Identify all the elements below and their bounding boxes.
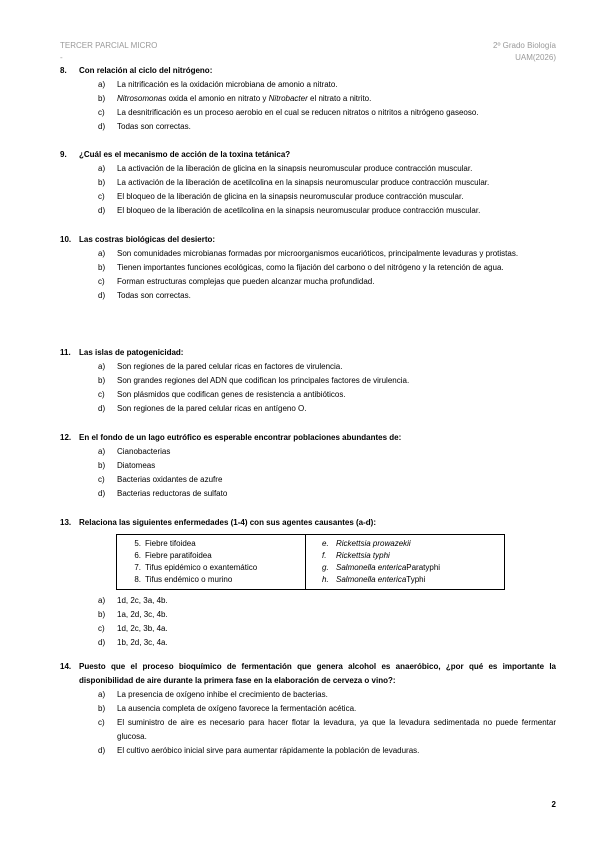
agent-letter: e. (322, 539, 329, 548)
agent-species: Salmonella enterica (336, 563, 407, 572)
option-d (98, 636, 556, 650)
question-number: 14. (60, 662, 72, 671)
question-stem: Con relación al ciclo del nitrógeno: (79, 66, 213, 75)
option-letter: a) (98, 596, 106, 605)
question-14 (60, 660, 556, 758)
disease-row (123, 538, 299, 550)
option-c (98, 275, 556, 289)
matching-table (116, 534, 505, 590)
option-a (98, 594, 556, 608)
option-letter: d) (98, 638, 106, 647)
option-text: La desnitrificación es un proceso aerobio en el cual se reducen nitratos o nitritos a nitrógeno gaseoso. (117, 108, 479, 117)
disease-row (123, 574, 299, 586)
disease-number: 7. (134, 563, 141, 572)
agents-column (306, 535, 505, 590)
option-letter: c) (98, 108, 105, 117)
option-c (98, 106, 556, 120)
option-letter: d) (98, 489, 106, 498)
agent-row (322, 538, 498, 550)
options-list (98, 360, 556, 416)
genus-name: Nitrosomonas (117, 94, 167, 103)
option-b (98, 92, 556, 106)
option-text: El bloqueo de la liberación de acetilcolina en la sinapsis neuromuscular produce contracción muscular. (117, 206, 481, 215)
option-letter: a) (98, 80, 106, 89)
options-list (98, 78, 556, 134)
option-b (98, 374, 556, 388)
disease-row (123, 550, 299, 562)
option-c (98, 622, 556, 636)
header-mark: - (60, 53, 63, 62)
disease-number: 5. (134, 539, 141, 548)
option-text: La nitrificación es la oxidación microbiana de amonio a nitrato. (117, 80, 338, 89)
agent-species: Rickettsia typhi (336, 551, 390, 560)
disease-name: Fiebre tifoidea (145, 539, 196, 548)
options-list (98, 162, 556, 218)
question-number: 10. (60, 235, 72, 244)
option-b (98, 261, 556, 275)
option-letter: b) (98, 704, 106, 713)
disease-row (123, 562, 299, 574)
question-number: 13. (60, 518, 72, 527)
option-text: 1b, 2d, 3c, 4a. (117, 638, 168, 647)
agent-letter: f. (322, 551, 327, 560)
option-letter: c) (98, 277, 105, 286)
option-a (98, 247, 556, 261)
option-a (98, 360, 556, 374)
option-d (98, 204, 556, 218)
agent-row (322, 562, 498, 574)
disease-number: 6. (134, 551, 141, 560)
option-letter: c) (98, 475, 105, 484)
option-letter: d) (98, 122, 106, 131)
diseases-column (117, 535, 306, 590)
option-text: La activación de la liberación de acetilcolina en la sinapsis neuromuscular produce contracción muscular. (117, 178, 490, 187)
option-text: Son regiones de la pared celular ricas en factores de virulencia. (117, 362, 343, 371)
option-a (98, 445, 556, 459)
option-text: Son grandes regiones del ADN que codifican los principales factores de virulencia. (117, 376, 410, 385)
option-text: La activación de la liberación de glicina en la sinapsis neuromuscular produce contracción muscular. (117, 164, 473, 173)
option-text: La presencia de oxígeno inhibe el crecimiento de bacterias. (117, 690, 328, 699)
agent-letter: h. (322, 575, 329, 584)
agent-species: Salmonella enterica (336, 575, 407, 584)
option-d (98, 120, 556, 134)
question-stem: ¿Cuál es el mecanismo de acción de la toxina tetánica? (79, 150, 291, 159)
option-letter: b) (98, 178, 106, 187)
option-letter: c) (98, 624, 105, 633)
question-number: 11. (60, 348, 71, 357)
option-c (98, 716, 556, 744)
options-list (98, 688, 556, 758)
option-b (98, 176, 556, 190)
option-a (98, 78, 556, 92)
disease-number: 8. (134, 575, 141, 584)
option-text: Diatomeas (117, 461, 156, 470)
option-letter: b) (98, 94, 106, 103)
option-text: Bacterias oxidantes de azufre (117, 475, 223, 484)
agent-row (322, 574, 498, 586)
option-text: 1d, 2c, 3b, 4a. (117, 624, 168, 633)
question-10 (60, 233, 556, 303)
question-stem: Puesto que el proceso bioquímico de fermentación que genera alcohol es anaeróbico, ¿por qué es importante la disponibilidad de aire durante la primera fase en la elaboración de cerveza o vino?: (79, 662, 556, 685)
question-13 (60, 516, 556, 650)
option-c (98, 473, 556, 487)
option-text: El suministro de aire es necesario para hacer flotar la levadura, ya que la levadura sedimentada no puede fermentar glucosa. (117, 718, 556, 741)
option-text: 1a, 2d, 3c, 4b. (117, 610, 168, 619)
option-text: El cultivo aeróbico inicial sirve para aumentar rápidamente la población de levaduras. (117, 746, 420, 755)
option-letter: c) (98, 718, 105, 727)
question-8 (60, 64, 556, 134)
agent-letter: g. (322, 563, 329, 572)
option-b (98, 459, 556, 473)
options-list (98, 247, 556, 303)
option-d (98, 402, 556, 416)
option-text-part: el nitrato a nitrito. (307, 94, 372, 103)
option-text-part: oxida el amonio en nitrato y (166, 94, 269, 103)
option-d (98, 744, 556, 758)
option-letter: b) (98, 610, 106, 619)
course-title: TERCER PARCIAL MICRO (60, 41, 158, 50)
option-text (117, 92, 556, 106)
option-letter: d) (98, 206, 106, 215)
option-text: Tienen importantes funciones ecológicas, como la fijación del carbono o del nitrógeno y la retención de agua. (117, 263, 504, 272)
option-text: Forman estructuras complejas que pueden alcanzar mucha profundidad. (117, 277, 375, 286)
question-stem: Las islas de patogenicidad: (79, 348, 184, 357)
page-header-right (493, 40, 556, 64)
question-number: 12. (60, 433, 72, 442)
degree-label: 2º Grado Biología (493, 41, 556, 50)
disease-name: Fiebre paratifoidea (145, 551, 212, 560)
option-text: Son plásmidos que codifican genes de resistencia a antibióticos. (117, 390, 346, 399)
option-a (98, 162, 556, 176)
question-number: 8. (60, 66, 67, 75)
options-list (98, 445, 556, 501)
agent-serovar: Paratyphi (406, 563, 441, 572)
option-letter: c) (98, 192, 105, 201)
question-11 (60, 346, 556, 416)
question-stem: Relaciona las siguientes enfermedades (1-4) con sus agentes causantes (a-d): (79, 518, 376, 527)
options-list (98, 594, 556, 650)
option-c (98, 388, 556, 402)
option-text: Todas son correctas. (117, 122, 191, 131)
option-c (98, 190, 556, 204)
genus-name: Nitrobacter (268, 94, 308, 103)
option-text: Son regiones de la pared celular ricas en antígeno O. (117, 404, 307, 413)
option-b (98, 702, 556, 716)
agent-species: Rickettsia prowazekii (336, 539, 411, 548)
question-number: 9. (60, 150, 67, 159)
disease-name: Tifus epidémico o exantemático (145, 563, 258, 572)
option-letter: a) (98, 690, 106, 699)
option-letter: c) (98, 390, 105, 399)
option-d (98, 289, 556, 303)
option-text: Son comunidades microbianas formadas por microorganismos eucarióticos, principalmente levaduras y protistas. (117, 249, 519, 258)
option-letter: a) (98, 447, 106, 456)
option-letter: b) (98, 376, 106, 385)
option-letter: d) (98, 404, 106, 413)
question-12 (60, 431, 556, 501)
option-text: La ausencia completa de oxígeno favorece la fermentación acética. (117, 704, 357, 713)
question-stem: En el fondo de un lago eutrófico es esperable encontrar poblaciones abundantes de: (79, 433, 402, 442)
option-a (98, 688, 556, 702)
option-letter: d) (98, 746, 106, 755)
disease-name: Tifus endémico o murino (145, 575, 233, 584)
option-letter: b) (98, 461, 106, 470)
agent-row (322, 550, 498, 562)
option-text: Bacterias reductoras de sulfato (117, 489, 228, 498)
option-letter: a) (98, 164, 106, 173)
university-label: UAM(2026) (515, 53, 556, 62)
question-stem: Las costras biológicas del desierto: (79, 235, 216, 244)
page-number: 2 (551, 800, 556, 809)
page-header-left (60, 40, 157, 64)
option-text: El bloqueo de la liberación de glicina en la sinapsis neuromuscular produce contracción muscular. (117, 192, 464, 201)
option-d (98, 487, 556, 501)
option-letter: b) (98, 263, 106, 272)
option-letter: d) (98, 291, 106, 300)
option-text: 1d, 2c, 3a, 4b. (117, 596, 168, 605)
option-letter: a) (98, 249, 106, 258)
option-b (98, 608, 556, 622)
option-text: Cianobacterias (117, 447, 171, 456)
question-9 (60, 148, 556, 218)
option-text: Todas son correctas. (117, 291, 191, 300)
agent-serovar: Typhi (406, 575, 426, 584)
option-letter: a) (98, 362, 106, 371)
